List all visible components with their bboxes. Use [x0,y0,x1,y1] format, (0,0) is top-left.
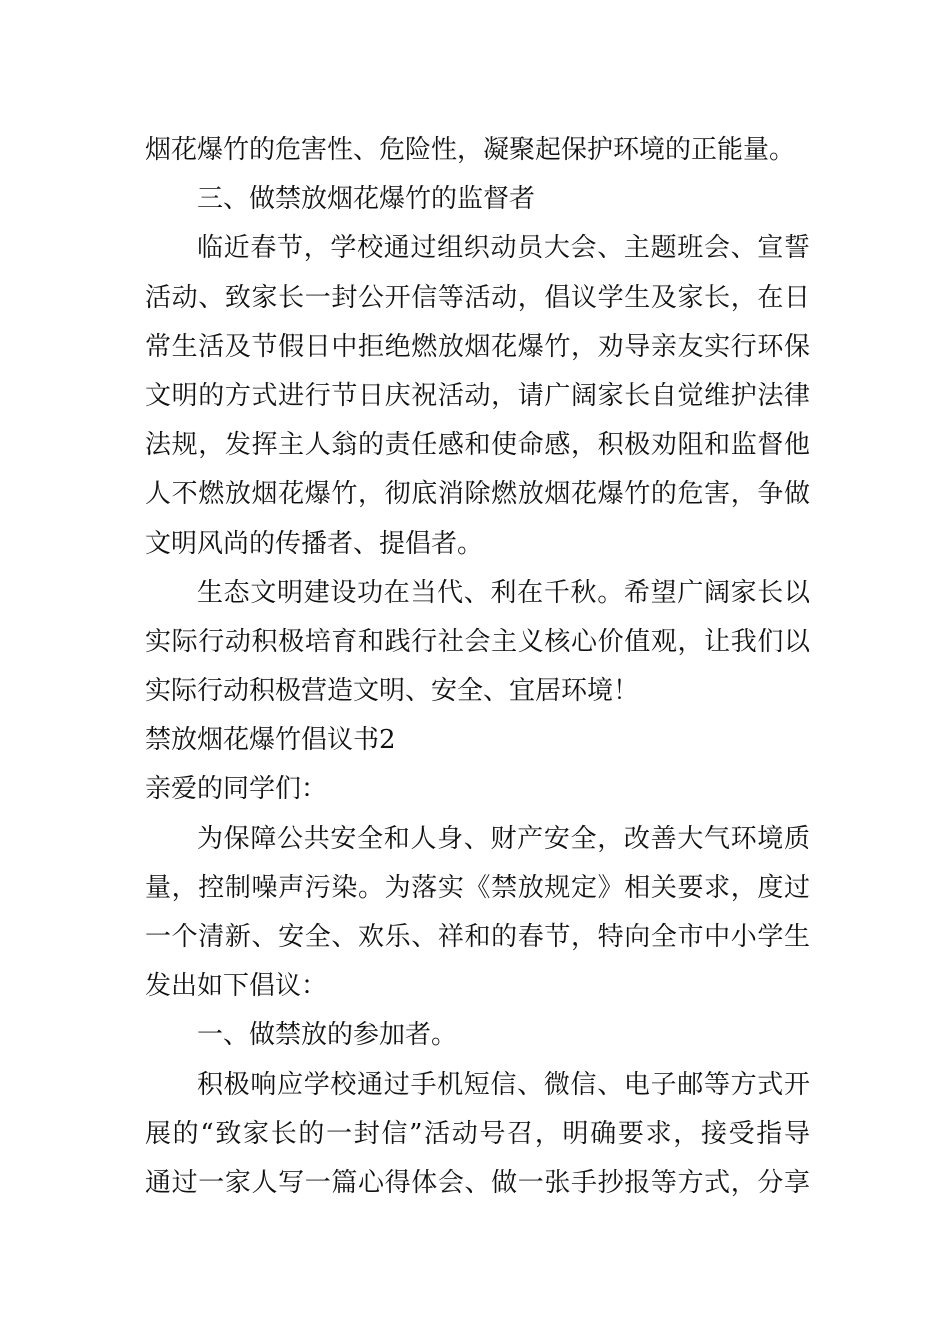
section-heading: 三、做禁放烟花爆竹的监督者 [197,184,536,215]
paragraph-line: 实际行动积极培育和践行社会主义核心价值观，让我们以 [145,626,810,657]
document-title: 禁放烟花爆竹倡议书2 [145,725,396,756]
section-heading: 一、做禁放的参加者。 [197,1020,458,1051]
paragraph-line: 文明的方式进行节日庆祝活动，请广阔家长自觉维护法律 [145,380,810,411]
paragraph-line: 展的“致家长的一封信”活动号召，明确要求，接受指导 [145,1118,810,1149]
paragraph-line: 一个清新、安全、欢乐、祥和的春节，特向全市中小学生 [145,922,810,952]
paragraph-line: 为保障公共安全和人身、财产安全，改善大气环境质 [197,823,810,854]
paragraph-line: 生态文明建设功在当代、利在千秋。希望广阔家长以 [197,577,810,608]
document-body [145,126,810,1208]
paragraph-line: 发出如下倡议： [145,971,328,1002]
paragraph-line: 临近春节，学校通过组织动员大会、主题班会、宣誓 [197,233,810,264]
paragraph-line: 烟花爆竹的危害性、危险性，凝聚起保护环境的正能量。 [145,135,796,165]
paragraph-line: 常生活及节假日中拒绝燃放烟花爆竹，劝导亲友实行环保 [145,331,810,362]
paragraph-line: 积极响应学校通过手机短信、微信、电子邮等方式开 [197,1069,810,1100]
salutation: 亲爱的同学们： [145,774,328,805]
paragraph-line: 活动、致家长一封公开信等活动，倡议学生及家长，在日 [145,282,810,313]
paragraph-line: 人不燃放烟花爆竹，彻底消除燃放烟花爆竹的危害，争做 [145,479,810,510]
paragraph-line: 量，控制噪声污染。为落实《禁放规定》相关要求，度过 [145,872,810,903]
paragraph-line: 文明风尚的传播者、提倡者。 [145,528,484,559]
paragraph-line: 通过一家人写一篇心得体会、做一张手抄报等方式，分享 [145,1167,810,1198]
paragraph-line: 法规，发挥主人翁的责任感和使命感，积极劝阻和监督他 [145,430,810,461]
paragraph-line: 实际行动积极营造文明、安全、宜居环境！ [145,676,640,707]
